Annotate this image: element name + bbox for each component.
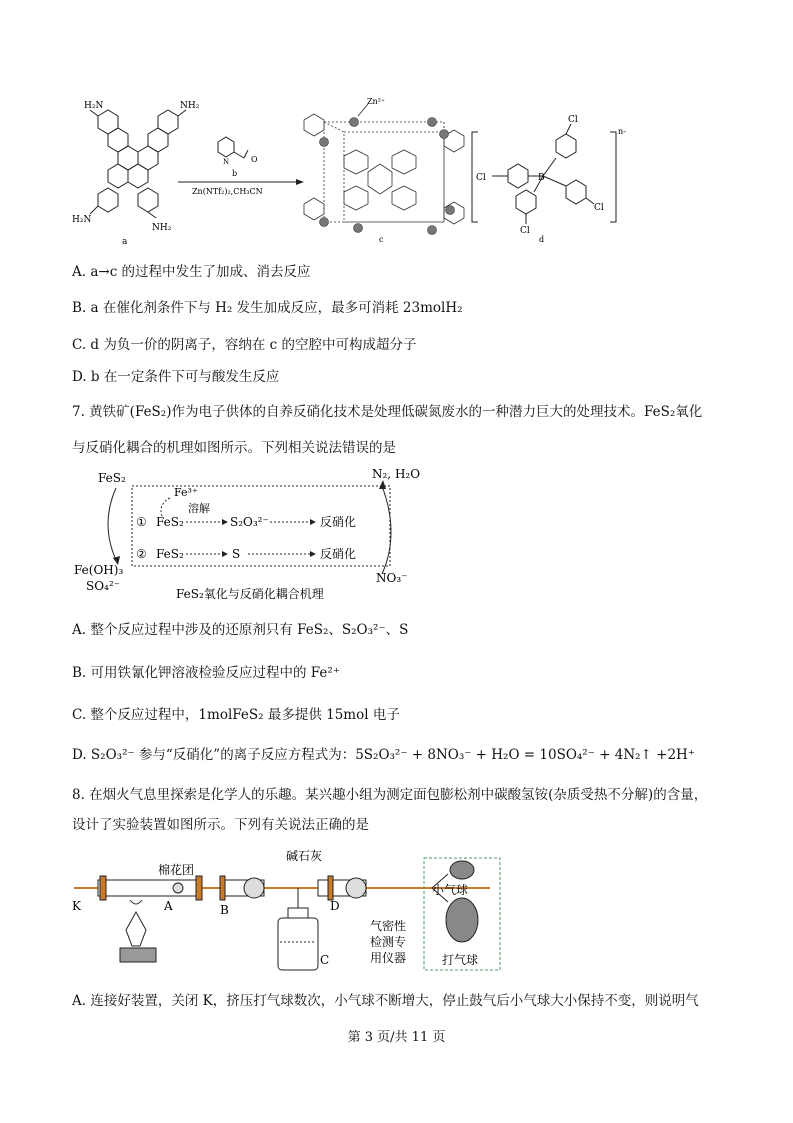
row1-circle: ① [136, 515, 147, 529]
small-balloon-label: 小气球 [432, 883, 469, 897]
cl-bottom: Cl [520, 226, 530, 236]
row2-arrowhead1 [222, 551, 228, 557]
q6-option-c: C. d 为负一价的阴离子，容纳在 c 的空腔中可构成超分子 [72, 337, 417, 353]
molecule-a [90, 110, 186, 218]
charge-label: n- [618, 127, 626, 136]
label-K: K [72, 899, 81, 913]
n2-h2o-label: N₂, H₂O [372, 467, 421, 481]
dissolve-label: 溶解 [188, 502, 210, 515]
q8-stem-line1: 8. 在烟火气息里探索是化学人的乐趣。某兴趣小组为测定面包膨松剂中碳酸氢铵(杂质受热不分解)的含量， [72, 787, 708, 803]
q7-stem-line2: 与反硝化耦合的机理如图所示。下列相关说法错误的是 [72, 440, 396, 456]
row1-arrowhead2 [310, 519, 316, 525]
aldehyde-O: O [251, 155, 258, 164]
pyridine-N-b: N [223, 158, 230, 166]
tube-D [318, 876, 366, 900]
label-D: D [330, 899, 340, 913]
left-curve-arrow [108, 488, 116, 560]
cotton-label: 棉花团 [158, 863, 195, 877]
device-label-3: 用仪器 [370, 951, 407, 965]
q7-mechanism-diagram [70, 464, 450, 608]
row1-fes2: FeS₂ [156, 515, 184, 529]
feoh3-label: Fe(OH)₃ [74, 563, 124, 577]
label-B: B [220, 903, 229, 917]
cl-right: Cl [594, 203, 604, 213]
q8-apparatus [70, 838, 510, 978]
fes2-top: FeS₂ [98, 471, 126, 485]
q7-option-c: C. 整个反应过程中，1molFeS₂ 最多提供 15mol 电子 [72, 707, 400, 723]
label-C: C [320, 953, 330, 967]
boron-atom: B [538, 173, 545, 183]
burner [120, 900, 156, 962]
cl-top: Cl [568, 115, 578, 125]
amine-top-right: NH₂ [180, 101, 200, 111]
amine-bottom-right: NH₂ [152, 223, 172, 233]
q7-option-a: A. 整个反应过程中涉及的还原剂只有 FeS₂、S₂O₃²⁻、S [72, 622, 409, 638]
small-balloon-icon [450, 861, 474, 879]
page-footer: 第 3 页/共 11 页 [347, 1030, 446, 1045]
molecule-b [218, 137, 248, 158]
q8-option-a: A. 连接好装置，关闭 K，挤压打气球数次，小气球不断增大，停止鼓气后小气球大小保持不变，则说明气 [72, 993, 699, 1009]
row2-s: S [232, 547, 241, 561]
zn-label: Zn²⁺ [367, 97, 386, 106]
label-b: b [232, 169, 238, 178]
row2-denitrification: 反硝化 [320, 547, 357, 561]
q6-option-d: D. b 在一定条件下可与酸发生反应 [72, 369, 280, 385]
amine-top-left: H₂N [84, 101, 104, 111]
no3-label: NO₃⁻ [376, 571, 408, 585]
soda-lime-label: 碱石灰 [286, 849, 323, 863]
pump-balloon-icon [446, 898, 478, 942]
reaction-arrowhead [296, 179, 304, 185]
reagent-conditions: Zn(NTf₂)₂,CH₃CN [192, 187, 263, 196]
row2-circle: ② [136, 547, 147, 561]
device-label-1: 气密性 [370, 919, 407, 933]
tube-B [220, 876, 264, 900]
q7-option-b: B. 可用铁氰化钾溶液检验反应过程中的 Fe²⁺ [72, 665, 340, 681]
q6-reaction-scheme [68, 92, 728, 252]
row1-arrowhead1 [222, 519, 228, 525]
mechanism-caption: FeS₂氧化与反硝化耦合机理 [176, 587, 324, 601]
right-arrowhead [379, 480, 386, 489]
label-a: a [122, 237, 128, 247]
row1-denitrification: 反硝化 [320, 515, 357, 529]
row1-s2o3: S₂O₃²⁻ [230, 515, 269, 529]
fe3-label: Fe³⁺ [174, 486, 198, 499]
q6-option-b: B. a 在催化剂条件下与 H₂ 发生加成反应，最多可消耗 23molH₂ [72, 300, 463, 316]
row2-fes2: FeS₂ [156, 547, 184, 561]
label-d: d [539, 235, 545, 244]
amine-bottom-left: H₂N [72, 215, 92, 225]
fe3-arrow [161, 498, 170, 516]
pump-balloon-label: 打气球 [442, 953, 479, 967]
q6-option-a: A. a→c 的过程中发生了加成、消去反应 [72, 264, 311, 280]
cage-c [304, 114, 464, 224]
q7-stem-line1: 7. 黄铁矿(FeS₂)作为电子供体的自养反硝化技术是处理低碳氮废水的一种潜力巨大的处理技术。FeS₂氧化 [72, 404, 703, 420]
q8-stem-line2: 设计了实验装置如图所示。下列有关说法正确的是 [72, 817, 369, 833]
so4-label: SO₄²⁻ [86, 579, 121, 593]
label-A: A [164, 899, 173, 913]
device-label-2: 检测专 [370, 935, 407, 949]
row2-arrowhead2 [310, 551, 316, 557]
bottle-C [278, 888, 318, 970]
tube-A [98, 876, 202, 900]
label-c: c [379, 235, 384, 244]
zinc-ions [320, 118, 455, 235]
cl-left: Cl [476, 173, 486, 183]
q7-option-d: D. S₂O₃²⁻ 参与“反硝化”的离子反应方程式为：5S₂O₃²⁻ + 8NO₃⁻ + H₂O = 10SO₄²⁻ + 4N₂↑ +2H⁺ [72, 747, 695, 763]
